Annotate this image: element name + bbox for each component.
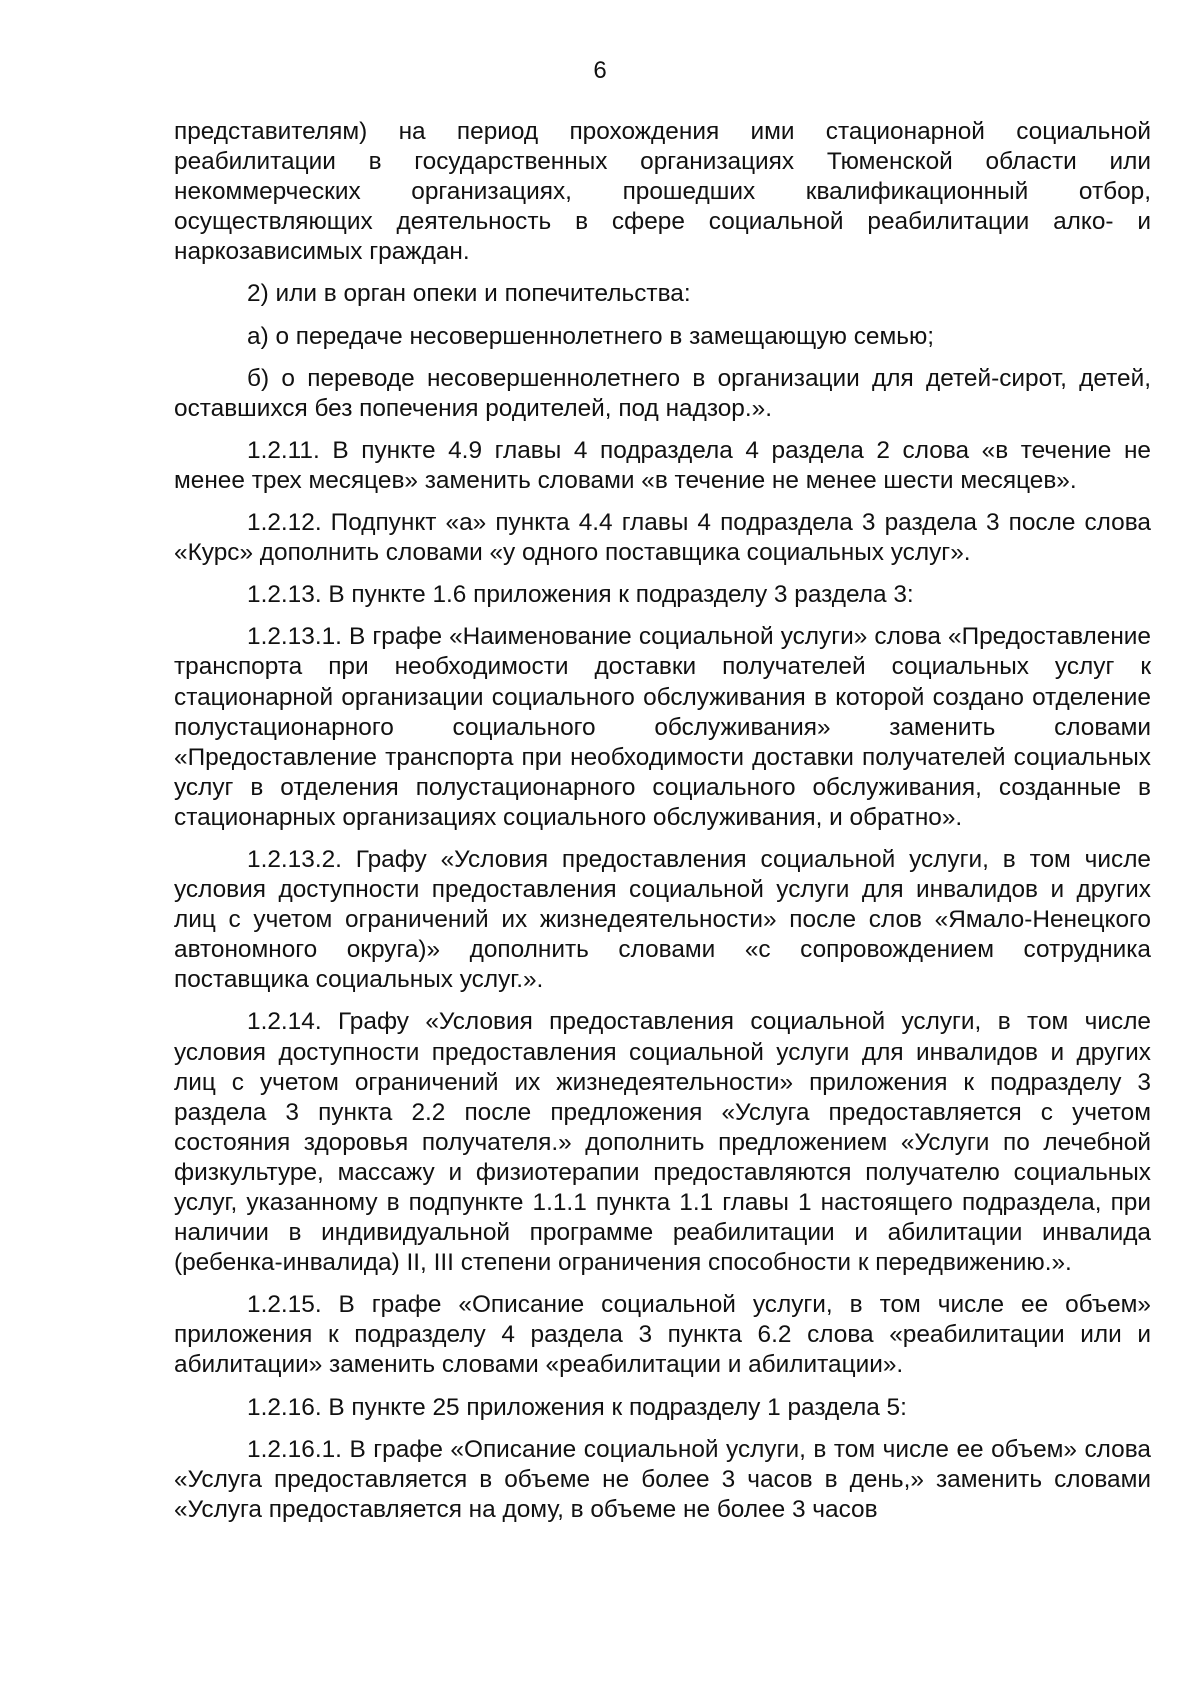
paragraph-1-2-12: 1.2.12. Подпункт «а» пункта 4.4 главы 4 подраздела 3 раздела 3 после слова «Курс» дополнить словами «у одного поставщика социальных услуг».	[174, 509, 1151, 567]
paragraph-1-2-13: 1.2.13. В пункте 1.6 приложения к подразделу 3 раздела 3:	[247, 581, 914, 609]
paragraph-1-2-15: 1.2.15. В графе «Описание социальной услуги, в том числе ее объем» приложения к подразделу 4 раздела 3 пункта 6.2 слова «реабилитации или и абилитации» заменить словами «реабилитации и абилитации».	[174, 1291, 1151, 1379]
paragraph-1-2-13-2: 1.2.13.2. Графу «Условия предоставления социальной услуги, в том числе условия доступности предоставления социальной услуги для инвалидов и других лиц с учетом ограничений их жизнедеятельности» после слов «Ямало-Ненецкого автономного округа)» дополнить словами «с сопровождением сотрудника поставщика социальных услуг.».	[174, 845, 1151, 994]
paragraph-1-2-13-1: 1.2.13.1. В графе «Наименование социальной услуги» слова «Предоставление транспорта при необходимости доставки получателей социальных услуг к стационарной организации социального обслуживания в которой создано отделение полустационарного социального обслуживания» заменить словами «Предоставление транспорта при необходимости доставки получателей социальных услуг в отделения полустационарного социального обслуживания, созданные в стационарных организациях социального обслуживания, и обратно».	[174, 623, 1151, 831]
paragraph-1-2-16: 1.2.16. В пункте 25 приложения к подразделу 1 раздела 5:	[247, 1393, 907, 1421]
paragraph-continuation: представителям) на период прохождения ими стационарной социальной реабилитации в государственных организациях Тюменской области или некоммерческих организациях, прошедших квалификационный отбор, осуществляющих деятельность в сфере социальной реабилитации алко- и наркозависимых граждан.	[174, 118, 1151, 266]
page-number: 6	[593, 57, 607, 84]
paragraph-1-2-11: 1.2.11. В пункте 4.9 главы 4 подраздела 4 раздела 2 слова «в течение не менее трех месяцев» заменить словами «в течение не менее шести месяцев».	[174, 436, 1151, 494]
paragraph-1-2-14: 1.2.14. Графу «Условия предоставления социальной услуги, в том числе условия доступности предоставления социальной услуги для инвалидов и других лиц с учетом ограничений их жизнедеятельности» приложения к подразделу 3 раздела 3 пункта 2.2 после предложения «Услуга предоставляется с учетом состояния здоровья получателя.» дополнить предложением «Услуги по лечебной физкультуре, массажу и физиотерапии предоставляются получателю социальных услуг, указанному в подпункте 1.1.1 пункта 1.1 главы 1 настоящего подраздела, при наличии в индивидуальной программе реабилитации и абилитации инвалида (ребенка-инвалида) II, III степени ограничения способности к передвижению.».	[174, 1008, 1151, 1277]
paragraph-item-2: 2) или в орган опеки и попечительства:	[247, 280, 691, 308]
document-body	[174, 117, 1151, 1537]
paragraph-1-2-16-1: 1.2.16.1. В графе «Описание социальной услуги, в том числе ее объем» слова «Услуга предоставляется в объеме не более 3 часов в день,» заменить словами «Услуга предоставляется на дому, в объеме не более 3 часов	[174, 1435, 1151, 1523]
paragraph-item-2b: б) о переводе несовершеннолетнего в организации для детей-сирот, детей, оставшихся без попечения родителей, под надзор.».	[174, 364, 1151, 422]
paragraph-item-2a: а) о передаче несовершеннолетнего в замещающую семью;	[247, 322, 935, 350]
